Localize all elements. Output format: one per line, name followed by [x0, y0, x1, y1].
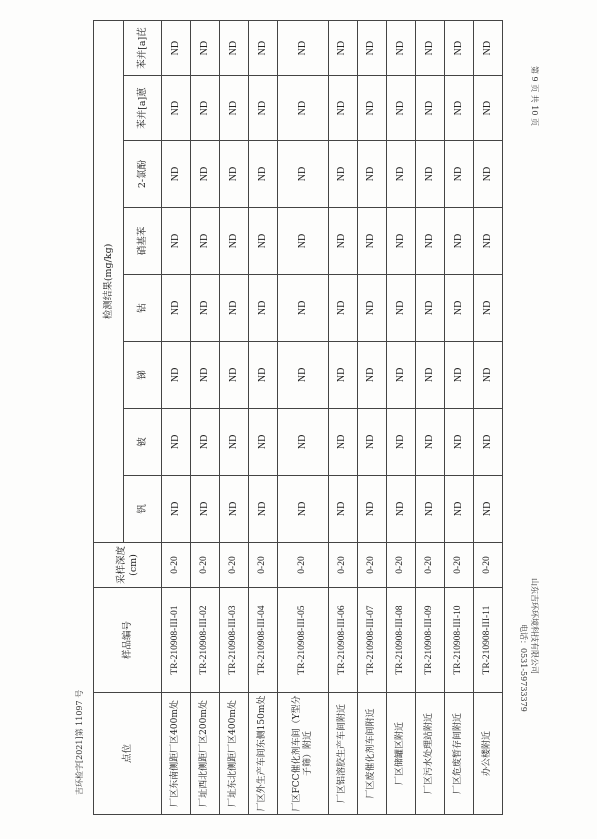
cell-value: ND: [357, 274, 386, 341]
cell-value: ND: [328, 408, 357, 475]
cell-value: ND: [220, 21, 249, 76]
table-row: [191, 21, 220, 815]
cell-depth: 0-20: [386, 542, 415, 587]
cell-depth: 0-20: [220, 542, 249, 587]
cell-value: ND: [473, 341, 502, 408]
doc-reference: 吉环检字[2021]第 11097 号: [75, 689, 84, 795]
cell-location: 厂区FCC催化剂车间（Y型分子筛）附近: [278, 692, 329, 814]
cell-value: ND: [249, 141, 278, 208]
cell-value: ND: [162, 207, 191, 274]
cell-sample-id: TR-210908-III-02: [191, 588, 220, 693]
cell-depth: 0-20: [278, 542, 329, 587]
cell-value: ND: [444, 274, 473, 341]
cell-value: ND: [278, 141, 329, 208]
table-row: [220, 21, 249, 815]
cell-value: ND: [191, 141, 220, 208]
cell-depth: 0-20: [415, 542, 444, 587]
cell-value: ND: [220, 408, 249, 475]
cell-value: ND: [444, 475, 473, 542]
cell-sample-id: TR-210908-III-07: [357, 588, 386, 693]
cell-sample-id: TR-210908-III-08: [386, 588, 415, 693]
cell-value: ND: [386, 76, 415, 141]
cell-value: ND: [357, 141, 386, 208]
cell-value: ND: [191, 341, 220, 408]
cell-value: ND: [278, 341, 329, 408]
cell-sample-id: TR-210908-III-04: [249, 588, 278, 693]
cell-value: ND: [357, 76, 386, 141]
cell-location: 厂区危废暂存间附近: [444, 692, 473, 814]
cell-value: ND: [249, 76, 278, 141]
cell-location: 厂区铝溶胶生产车间附近: [328, 692, 357, 814]
cell-value: ND: [328, 141, 357, 208]
cell-value: ND: [386, 141, 415, 208]
cell-value: ND: [473, 76, 502, 141]
cell-depth: 0-20: [357, 542, 386, 587]
cell-value: ND: [249, 475, 278, 542]
cell-value: ND: [191, 76, 220, 141]
cell-value: ND: [415, 76, 444, 141]
cell-value: ND: [415, 475, 444, 542]
cell-value: ND: [278, 408, 329, 475]
cell-depth: 0-20: [473, 542, 502, 587]
table-row: [386, 21, 415, 815]
header-results: 检测结果(mg/kg): [94, 21, 124, 543]
table-row: [415, 21, 444, 815]
header-sample-id: 样品编号: [94, 588, 162, 693]
cell-value: ND: [386, 274, 415, 341]
cell-value: ND: [386, 21, 415, 76]
cell-value: ND: [328, 475, 357, 542]
header-analyte: 铍: [124, 408, 162, 475]
cell-value: ND: [328, 341, 357, 408]
cell-value: ND: [278, 475, 329, 542]
cell-value: ND: [473, 475, 502, 542]
cell-depth: 0-20: [444, 542, 473, 587]
cell-value: ND: [444, 207, 473, 274]
cell-value: ND: [357, 207, 386, 274]
cell-value: ND: [249, 274, 278, 341]
table-row: [249, 21, 278, 815]
cell-value: ND: [328, 21, 357, 76]
cell-value: ND: [415, 341, 444, 408]
cell-value: ND: [415, 274, 444, 341]
cell-value: ND: [386, 408, 415, 475]
header-analyte: 钒: [124, 475, 162, 542]
table-row: [162, 21, 191, 815]
cell-value: ND: [328, 207, 357, 274]
cell-value: ND: [220, 274, 249, 341]
cell-value: ND: [444, 141, 473, 208]
cell-value: ND: [444, 408, 473, 475]
cell-location: 厂址东北侧距厂区400m处: [220, 692, 249, 814]
cell-value: ND: [191, 207, 220, 274]
table-row: [328, 21, 357, 815]
cell-value: ND: [415, 141, 444, 208]
cell-value: ND: [220, 76, 249, 141]
header-analyte: 锑: [124, 341, 162, 408]
cell-value: ND: [444, 341, 473, 408]
table-row: [357, 21, 386, 815]
cell-value: ND: [278, 207, 329, 274]
cell-location: 厂区外生产车间东侧150m处: [249, 692, 278, 814]
cell-value: ND: [357, 475, 386, 542]
cell-location: 厂区废催化剂车间附近: [357, 692, 386, 814]
cell-value: ND: [191, 21, 220, 76]
header-location: 点位: [94, 692, 162, 814]
cell-value: ND: [473, 141, 502, 208]
cell-value: ND: [162, 274, 191, 341]
cell-depth: 0-20: [162, 542, 191, 587]
cell-value: ND: [357, 341, 386, 408]
cell-value: ND: [249, 408, 278, 475]
header-depth: 采样深度(cm): [94, 542, 162, 587]
header-analyte: 苯并[a]蒽: [124, 76, 162, 141]
table-row: [278, 21, 329, 815]
cell-value: ND: [415, 21, 444, 76]
cell-location: 办公楼附近: [473, 692, 502, 814]
cell-value: ND: [386, 207, 415, 274]
cell-depth: 0-20: [191, 542, 220, 587]
cell-value: ND: [357, 408, 386, 475]
cell-value: ND: [444, 76, 473, 141]
table-row: [444, 21, 473, 815]
cell-value: ND: [278, 274, 329, 341]
cell-value: ND: [473, 207, 502, 274]
header-analyte: 苯并[a]芘: [124, 21, 162, 76]
cell-value: ND: [220, 141, 249, 208]
cell-value: ND: [220, 207, 249, 274]
cell-location: 厂址西北侧距厂区200m处: [191, 692, 220, 814]
cell-value: ND: [162, 76, 191, 141]
cell-sample-id: TR-210908-III-10: [444, 588, 473, 693]
cell-depth: 0-20: [328, 542, 357, 587]
cell-sample-id: TR-210908-III-09: [415, 588, 444, 693]
cell-value: ND: [386, 341, 415, 408]
cell-value: ND: [278, 21, 329, 76]
cell-value: ND: [473, 408, 502, 475]
cell-value: ND: [415, 207, 444, 274]
cell-value: ND: [444, 21, 473, 76]
cell-value: ND: [357, 21, 386, 76]
cell-value: ND: [220, 475, 249, 542]
cell-depth: 0-20: [249, 542, 278, 587]
header-analyte: 钴: [124, 274, 162, 341]
cell-value: ND: [249, 207, 278, 274]
cell-value: ND: [473, 21, 502, 76]
cell-value: ND: [191, 274, 220, 341]
cell-sample-id: TR-210908-III-03: [220, 588, 249, 693]
cell-value: ND: [191, 475, 220, 542]
cell-value: ND: [415, 408, 444, 475]
cell-value: ND: [328, 76, 357, 141]
page-number: 第 9 页 共 10 页: [530, 66, 539, 126]
cell-value: ND: [249, 21, 278, 76]
cell-value: ND: [249, 341, 278, 408]
header-analyte: 2-氯酚: [124, 141, 162, 208]
header-analyte: 硝基苯: [124, 207, 162, 274]
cell-sample-id: TR-210908-III-05: [278, 588, 329, 693]
cell-value: ND: [162, 21, 191, 76]
cell-value: ND: [278, 76, 329, 141]
cell-location: 厂区东南侧距厂区400m处: [162, 692, 191, 814]
cell-value: ND: [473, 274, 502, 341]
cell-value: ND: [162, 475, 191, 542]
cell-value: ND: [162, 408, 191, 475]
cell-sample-id: TR-210908-III-01: [162, 588, 191, 693]
cell-value: ND: [162, 341, 191, 408]
cell-value: ND: [220, 341, 249, 408]
cell-sample-id: TR-210908-III-11: [473, 588, 502, 693]
cell-value: ND: [328, 274, 357, 341]
cell-location: 厂区污水处理站附近: [415, 692, 444, 814]
cell-value: ND: [386, 475, 415, 542]
company-name: 山东吉环环境科技有限公司: [530, 578, 539, 674]
cell-value: ND: [162, 141, 191, 208]
results-table-wrapper: [93, 20, 503, 815]
cell-location: 厂区储罐区附近: [386, 692, 415, 814]
results-table: [93, 20, 503, 815]
cell-value: ND: [191, 408, 220, 475]
company-phone: 电话：0531-59733379: [519, 624, 528, 712]
cell-sample-id: TR-210908-III-06: [328, 588, 357, 693]
table-row: [473, 21, 502, 815]
